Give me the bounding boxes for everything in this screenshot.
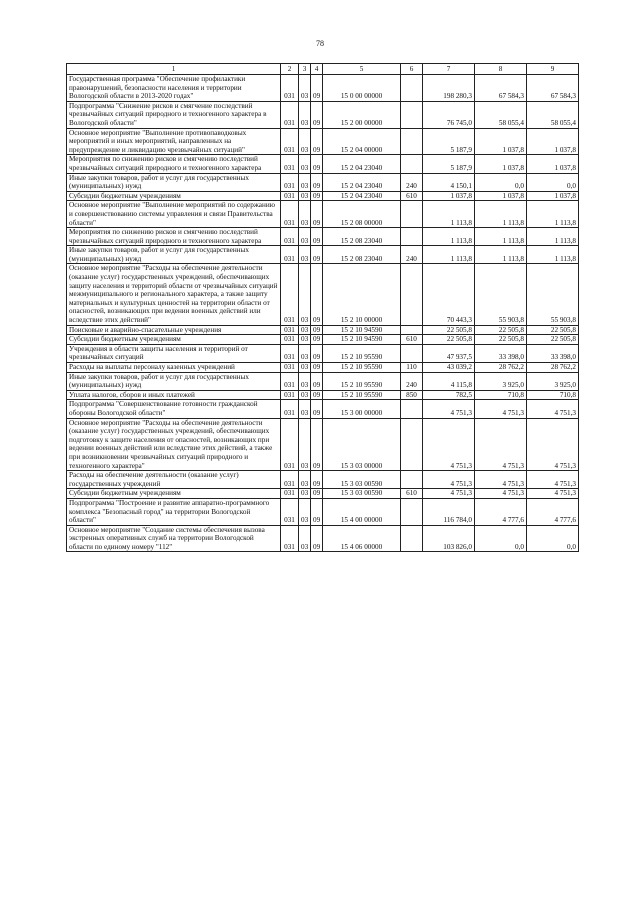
amount-col7-cell: 5 187,9 bbox=[423, 155, 475, 173]
admin-code-cell: 031 bbox=[281, 246, 299, 264]
admin-code-cell: 031 bbox=[281, 489, 299, 499]
table-row bbox=[67, 400, 579, 418]
admin-code-cell: 031 bbox=[281, 390, 299, 400]
target-article-cell: 15 2 08 23040 bbox=[323, 246, 401, 264]
item-name-cell: Подпрограмма "Совершенствование готовности гражданской обороны Вологодской области" bbox=[67, 400, 281, 418]
item-name-cell: Расходы на выплаты персоналу казенных учреждений bbox=[67, 363, 281, 373]
amount-col7-cell: 1 037,8 bbox=[423, 191, 475, 201]
expense-type-cell: 610 bbox=[401, 335, 423, 345]
amount-col7-cell: 5 187,9 bbox=[423, 128, 475, 155]
admin-code-cell: 031 bbox=[281, 228, 299, 246]
header-row bbox=[67, 64, 579, 75]
target-article-cell: 15 2 04 00000 bbox=[323, 128, 401, 155]
amount-col8-cell: 1 037,8 bbox=[475, 128, 527, 155]
amount-col7-cell: 4 751,3 bbox=[423, 471, 475, 489]
table-row bbox=[67, 363, 579, 373]
admin-code-cell: 031 bbox=[281, 525, 299, 552]
expense-type-cell bbox=[401, 155, 423, 173]
admin-code-cell: 031 bbox=[281, 325, 299, 335]
amount-col8-cell: 4 751,3 bbox=[475, 400, 527, 418]
admin-code-cell: 031 bbox=[281, 372, 299, 390]
subsection-cell: 09 bbox=[311, 75, 323, 102]
table-row bbox=[67, 498, 579, 525]
amount-col8-cell: 1 037,8 bbox=[475, 155, 527, 173]
subsection-cell: 09 bbox=[311, 400, 323, 418]
subsection-cell: 09 bbox=[311, 363, 323, 373]
item-name-cell: Мероприятия по снижению рисков и смягчению последствий чрезвычайных ситуаций природного и техногенного характера bbox=[67, 155, 281, 173]
admin-code-cell: 031 bbox=[281, 173, 299, 191]
amount-col9-cell: 67 584,3 bbox=[527, 75, 579, 102]
admin-code-cell: 031 bbox=[281, 155, 299, 173]
subsection-cell: 09 bbox=[311, 128, 323, 155]
target-article-cell: 15 0 00 00000 bbox=[323, 75, 401, 102]
amount-col8-cell: 3 925,0 bbox=[475, 372, 527, 390]
subsection-cell: 09 bbox=[311, 489, 323, 499]
subsection-cell: 09 bbox=[311, 201, 323, 228]
expense-type-cell bbox=[401, 75, 423, 102]
amount-col8-cell: 1 037,8 bbox=[475, 191, 527, 201]
table-row bbox=[67, 372, 579, 390]
amount-col9-cell: 4 751,3 bbox=[527, 418, 579, 471]
admin-code-cell: 031 bbox=[281, 418, 299, 471]
amount-col8-cell: 4 751,3 bbox=[475, 418, 527, 471]
table-row bbox=[67, 489, 579, 499]
amount-col9-cell: 1 037,8 bbox=[527, 155, 579, 173]
amount-col7-cell: 1 113,8 bbox=[423, 228, 475, 246]
expense-type-cell bbox=[401, 264, 423, 325]
table-row bbox=[67, 390, 579, 400]
target-article-cell: 15 2 10 95590 bbox=[323, 372, 401, 390]
section-cell: 03 bbox=[299, 75, 311, 102]
amount-col9-cell: 22 505,8 bbox=[527, 325, 579, 335]
expense-type-cell bbox=[401, 525, 423, 552]
amount-col9-cell: 33 398,0 bbox=[527, 344, 579, 362]
amount-col8-cell: 33 398,0 bbox=[475, 344, 527, 362]
admin-code-cell: 031 bbox=[281, 344, 299, 362]
amount-col7-cell: 198 280,3 bbox=[423, 75, 475, 102]
item-name-cell: Иные закупки товаров, работ и услуг для государственных (муниципальных) нужд bbox=[67, 372, 281, 390]
item-name-cell: Субсидии бюджетным учреждениям bbox=[67, 489, 281, 499]
header-cell-6: 6 bbox=[401, 64, 423, 75]
header-cell-4: 4 bbox=[311, 64, 323, 75]
subsection-cell: 09 bbox=[311, 372, 323, 390]
item-name-cell: Субсидии бюджетным учреждениям bbox=[67, 335, 281, 345]
amount-col9-cell: 3 925,0 bbox=[527, 372, 579, 390]
item-name-cell: Государственная программа "Обеспечение профилактики правонарушений, безопасности населения и территории Вологодской области в 2013-2020 годах" bbox=[67, 75, 281, 102]
amount-col7-cell: 4 150,1 bbox=[423, 173, 475, 191]
amount-col9-cell: 0,0 bbox=[527, 525, 579, 552]
item-name-cell: Расходы на обеспечение деятельности (оказание услуг) государственных учреждений bbox=[67, 471, 281, 489]
table-row bbox=[67, 344, 579, 362]
item-name-cell: Основное мероприятие "Расходы на обеспечение деятельности (оказание услуг) государственных учреждений, обеспечивающих подготовку к защите населения от опасностей, возникающих при ведении военных действий или вследствие этих действий, а также при возникновении чрезвычайных ситуаций природного и техногенного характера" bbox=[67, 418, 281, 471]
subsection-cell: 09 bbox=[311, 525, 323, 552]
amount-col7-cell: 4 751,3 bbox=[423, 418, 475, 471]
table-row bbox=[67, 525, 579, 552]
amount-col9-cell: 1 113,8 bbox=[527, 228, 579, 246]
expense-type-cell bbox=[401, 201, 423, 228]
amount-col9-cell: 1 037,8 bbox=[527, 191, 579, 201]
expense-type-cell bbox=[401, 228, 423, 246]
amount-col9-cell: 0,0 bbox=[527, 173, 579, 191]
amount-col7-cell: 103 826,0 bbox=[423, 525, 475, 552]
amount-col8-cell: 58 055,4 bbox=[475, 101, 527, 128]
amount-col7-cell: 70 443,3 bbox=[423, 264, 475, 325]
target-article-cell: 15 3 03 00590 bbox=[323, 471, 401, 489]
section-cell: 03 bbox=[299, 228, 311, 246]
table-row bbox=[67, 471, 579, 489]
subsection-cell: 09 bbox=[311, 390, 323, 400]
amount-col8-cell: 55 903,8 bbox=[475, 264, 527, 325]
header-cell-8: 8 bbox=[475, 64, 527, 75]
target-article-cell: 15 2 00 00000 bbox=[323, 101, 401, 128]
amount-col9-cell: 710,8 bbox=[527, 390, 579, 400]
table-row bbox=[67, 228, 579, 246]
amount-col7-cell: 22 505,8 bbox=[423, 335, 475, 345]
section-cell: 03 bbox=[299, 101, 311, 128]
target-article-cell: 15 2 08 23040 bbox=[323, 228, 401, 246]
amount-col7-cell: 4 115,8 bbox=[423, 372, 475, 390]
target-article-cell: 15 3 03 00000 bbox=[323, 418, 401, 471]
amount-col7-cell: 116 784,0 bbox=[423, 498, 475, 525]
amount-col7-cell: 4 751,3 bbox=[423, 489, 475, 499]
target-article-cell: 15 2 10 94590 bbox=[323, 335, 401, 345]
section-cell: 03 bbox=[299, 489, 311, 499]
expense-type-cell: 610 bbox=[401, 191, 423, 201]
expense-type-cell bbox=[401, 101, 423, 128]
amount-col9-cell: 4 777,6 bbox=[527, 498, 579, 525]
target-article-cell: 15 2 04 23040 bbox=[323, 191, 401, 201]
amount-col8-cell: 67 584,3 bbox=[475, 75, 527, 102]
expense-type-cell: 240 bbox=[401, 173, 423, 191]
admin-code-cell: 031 bbox=[281, 335, 299, 345]
amount-col8-cell: 1 113,8 bbox=[475, 228, 527, 246]
amount-col8-cell: 1 113,8 bbox=[475, 201, 527, 228]
section-cell: 03 bbox=[299, 325, 311, 335]
expense-type-cell bbox=[401, 418, 423, 471]
admin-code-cell: 031 bbox=[281, 75, 299, 102]
table-row bbox=[67, 155, 579, 173]
section-cell: 03 bbox=[299, 363, 311, 373]
admin-code-cell: 031 bbox=[281, 101, 299, 128]
header-cell-9: 9 bbox=[527, 64, 579, 75]
target-article-cell: 15 3 03 00590 bbox=[323, 489, 401, 499]
section-cell: 03 bbox=[299, 246, 311, 264]
amount-col7-cell: 76 745,0 bbox=[423, 101, 475, 128]
target-article-cell: 15 2 10 00000 bbox=[323, 264, 401, 325]
table-row bbox=[67, 173, 579, 191]
target-article-cell: 15 2 08 00000 bbox=[323, 201, 401, 228]
section-cell: 03 bbox=[299, 498, 311, 525]
item-name-cell: Иные закупки товаров, работ и услуг для государственных (муниципальных) нужд bbox=[67, 173, 281, 191]
expense-type-cell: 240 bbox=[401, 246, 423, 264]
amount-col8-cell: 0,0 bbox=[475, 525, 527, 552]
amount-col8-cell: 28 762,2 bbox=[475, 363, 527, 373]
subsection-cell: 09 bbox=[311, 498, 323, 525]
budget-table bbox=[66, 63, 579, 552]
amount-col9-cell: 4 751,3 bbox=[527, 400, 579, 418]
expense-type-cell: 610 bbox=[401, 489, 423, 499]
item-name-cell: Субсидии бюджетным учреждениям bbox=[67, 191, 281, 201]
amount-col7-cell: 47 937,5 bbox=[423, 344, 475, 362]
table-body bbox=[67, 75, 579, 552]
amount-col9-cell: 4 751,3 bbox=[527, 471, 579, 489]
admin-code-cell: 031 bbox=[281, 191, 299, 201]
target-article-cell: 15 3 00 00000 bbox=[323, 400, 401, 418]
amount-col7-cell: 4 751,3 bbox=[423, 400, 475, 418]
section-cell: 03 bbox=[299, 155, 311, 173]
item-name-cell: Основное мероприятие "Создание системы обеспечения вызова экстренных оперативных служб на территории Вологодской области по единому номеру "112" bbox=[67, 525, 281, 552]
admin-code-cell: 031 bbox=[281, 363, 299, 373]
item-name-cell: Уплата налогов, сборов и иных платежей bbox=[67, 390, 281, 400]
item-name-cell: Мероприятия по снижению рисков и смягчению последствий чрезвычайных ситуаций природного и техногенного характера bbox=[67, 228, 281, 246]
amount-col8-cell: 710,8 bbox=[475, 390, 527, 400]
amount-col9-cell: 1 113,8 bbox=[527, 201, 579, 228]
subsection-cell: 09 bbox=[311, 155, 323, 173]
amount-col8-cell: 4 751,3 bbox=[475, 489, 527, 499]
subsection-cell: 09 bbox=[311, 325, 323, 335]
subsection-cell: 09 bbox=[311, 228, 323, 246]
expense-type-cell bbox=[401, 498, 423, 525]
amount-col8-cell: 4 751,3 bbox=[475, 471, 527, 489]
item-name-cell: Основное мероприятие "Выполнение мероприятий по содержанию и совершенствованию системы управления и связи Правительства области" bbox=[67, 201, 281, 228]
amount-col7-cell: 1 113,8 bbox=[423, 201, 475, 228]
expense-type-cell bbox=[401, 128, 423, 155]
section-cell: 03 bbox=[299, 471, 311, 489]
expense-type-cell bbox=[401, 344, 423, 362]
amount-col9-cell: 4 751,3 bbox=[527, 489, 579, 499]
section-cell: 03 bbox=[299, 128, 311, 155]
amount-col8-cell: 22 505,8 bbox=[475, 325, 527, 335]
subsection-cell: 09 bbox=[311, 173, 323, 191]
expense-type-cell: 850 bbox=[401, 390, 423, 400]
expense-type-cell bbox=[401, 471, 423, 489]
target-article-cell: 15 2 10 94590 bbox=[323, 325, 401, 335]
amount-col9-cell: 22 505,8 bbox=[527, 335, 579, 345]
item-name-cell: Подпрограмма "Построение и развитие аппаратно-программного комплекса "Безопасный город" на территории Вологодской области" bbox=[67, 498, 281, 525]
subsection-cell: 09 bbox=[311, 191, 323, 201]
subsection-cell: 09 bbox=[311, 418, 323, 471]
target-article-cell: 15 2 10 95590 bbox=[323, 363, 401, 373]
target-article-cell: 15 2 10 95590 bbox=[323, 344, 401, 362]
amount-col9-cell: 1 037,8 bbox=[527, 128, 579, 155]
admin-code-cell: 031 bbox=[281, 128, 299, 155]
header-cell-3: 3 bbox=[299, 64, 311, 75]
header-cell-1: 1 bbox=[67, 64, 281, 75]
admin-code-cell: 031 bbox=[281, 264, 299, 325]
item-name-cell: Учреждения в области защиты населения и территорий от чрезвычайных ситуаций bbox=[67, 344, 281, 362]
table-row bbox=[67, 418, 579, 471]
amount-col9-cell: 58 055,4 bbox=[527, 101, 579, 128]
table-row bbox=[67, 201, 579, 228]
target-article-cell: 15 2 04 23040 bbox=[323, 155, 401, 173]
table-row bbox=[67, 128, 579, 155]
section-cell: 03 bbox=[299, 191, 311, 201]
target-article-cell: 15 2 04 23040 bbox=[323, 173, 401, 191]
section-cell: 03 bbox=[299, 390, 311, 400]
section-cell: 03 bbox=[299, 264, 311, 325]
amount-col9-cell: 55 903,8 bbox=[527, 264, 579, 325]
expense-type-cell bbox=[401, 325, 423, 335]
table-row bbox=[67, 335, 579, 345]
amount-col9-cell: 28 762,2 bbox=[527, 363, 579, 373]
item-name-cell: Основное мероприятие "Расходы на обеспечение деятельности (оказание услуг) государственных учреждений, обеспечивающих защиту населения и территорий области от чрезвычайных ситуаций межмуниципального и регионального характера, а также защиту материальных и культурных ценностей на территории области от опасностей, возникающих при ведении военных действий или вследствие этих действий" bbox=[67, 264, 281, 325]
section-cell: 03 bbox=[299, 400, 311, 418]
expense-type-cell: 110 bbox=[401, 363, 423, 373]
item-name-cell: Основное мероприятие "Выполнение противопаводковых мероприятий и иных мероприятий, направленных на предупреждение и ликвидацию чрезвычайных ситуаций" bbox=[67, 128, 281, 155]
section-cell: 03 bbox=[299, 335, 311, 345]
section-cell: 03 bbox=[299, 525, 311, 552]
target-article-cell: 15 4 00 00000 bbox=[323, 498, 401, 525]
section-cell: 03 bbox=[299, 344, 311, 362]
amount-col8-cell: 22 505,8 bbox=[475, 335, 527, 345]
target-article-cell: 15 2 10 95590 bbox=[323, 390, 401, 400]
subsection-cell: 09 bbox=[311, 101, 323, 128]
header-cell-5: 5 bbox=[323, 64, 401, 75]
page-number: 78 bbox=[316, 39, 324, 48]
section-cell: 03 bbox=[299, 372, 311, 390]
table-row bbox=[67, 264, 579, 325]
subsection-cell: 09 bbox=[311, 264, 323, 325]
subsection-cell: 09 bbox=[311, 335, 323, 345]
amount-col7-cell: 43 039,2 bbox=[423, 363, 475, 373]
expense-type-cell: 240 bbox=[401, 372, 423, 390]
expense-type-cell bbox=[401, 400, 423, 418]
subsection-cell: 09 bbox=[311, 471, 323, 489]
amount-col7-cell: 782,5 bbox=[423, 390, 475, 400]
table-row bbox=[67, 75, 579, 102]
table-row bbox=[67, 325, 579, 335]
item-name-cell: Подпрограмма "Снижение рисков и смягчение последствий чрезвычайных ситуаций природного и техногенного характера в Вологодской области" bbox=[67, 101, 281, 128]
table-row bbox=[67, 191, 579, 201]
admin-code-cell: 031 bbox=[281, 471, 299, 489]
amount-col9-cell: 1 113,8 bbox=[527, 246, 579, 264]
subsection-cell: 09 bbox=[311, 344, 323, 362]
amount-col8-cell: 0,0 bbox=[475, 173, 527, 191]
admin-code-cell: 031 bbox=[281, 201, 299, 228]
amount-col8-cell: 4 777,6 bbox=[475, 498, 527, 525]
amount-col7-cell: 22 505,8 bbox=[423, 325, 475, 335]
header-cell-7: 7 bbox=[423, 64, 475, 75]
item-name-cell: Поисковые и аварийно-спасательные учреждения bbox=[67, 325, 281, 335]
target-article-cell: 15 4 06 00000 bbox=[323, 525, 401, 552]
header-cell-2: 2 bbox=[281, 64, 299, 75]
amount-col8-cell: 1 113,8 bbox=[475, 246, 527, 264]
table-row bbox=[67, 246, 579, 264]
admin-code-cell: 031 bbox=[281, 498, 299, 525]
admin-code-cell: 031 bbox=[281, 400, 299, 418]
amount-col7-cell: 1 113,8 bbox=[423, 246, 475, 264]
section-cell: 03 bbox=[299, 173, 311, 191]
table-row bbox=[67, 101, 579, 128]
subsection-cell: 09 bbox=[311, 246, 323, 264]
section-cell: 03 bbox=[299, 201, 311, 228]
section-cell: 03 bbox=[299, 418, 311, 471]
item-name-cell: Иные закупки товаров, работ и услуг для государственных (муниципальных) нужд bbox=[67, 246, 281, 264]
